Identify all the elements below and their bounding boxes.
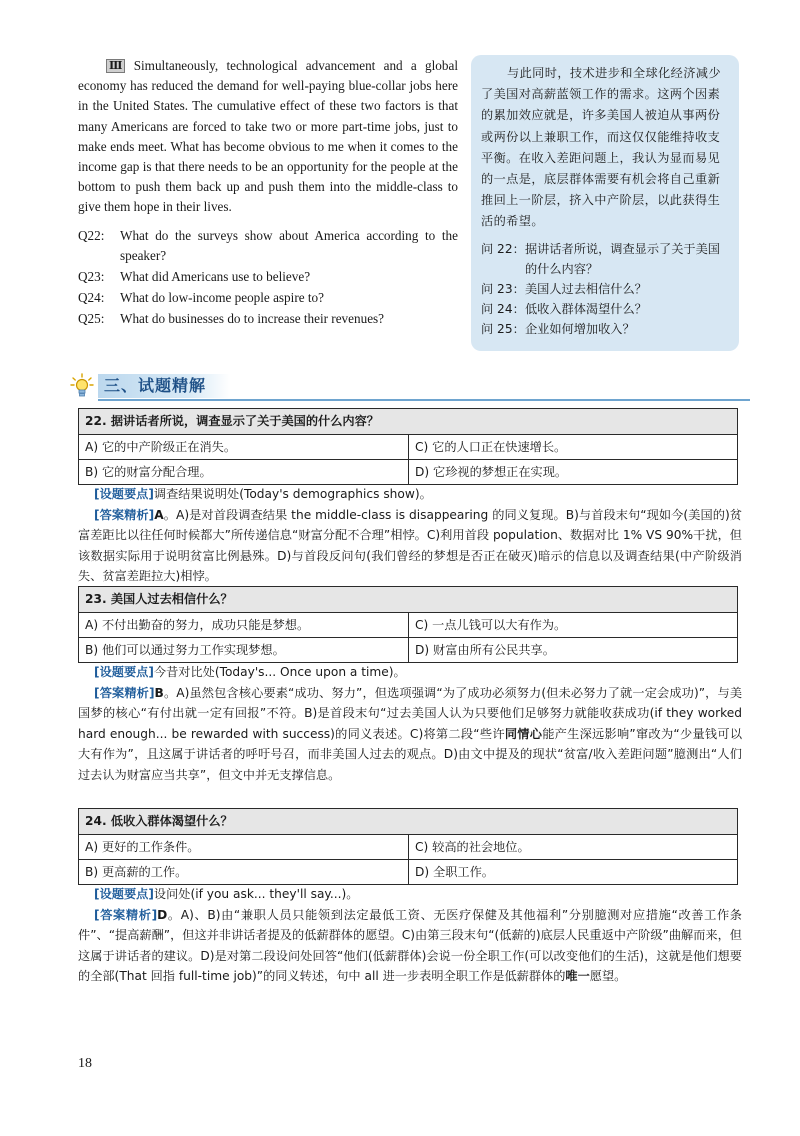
question-q23 [78, 267, 458, 287]
options-row [79, 613, 737, 637]
question-number: 问 22： [481, 241, 525, 256]
question-stem: 23. 美国人过去相信什么？ [79, 587, 737, 613]
translation-question-24 [481, 299, 731, 319]
question-number: Q25: [78, 311, 105, 327]
key-point-text: 调查结果说明处(Today's demographics show)。 [153, 487, 432, 501]
answer-letter: A [154, 507, 164, 522]
question-text: 美国人过去相信什么？ [525, 281, 647, 296]
explanation-22 [78, 484, 742, 587]
options-row [79, 459, 737, 484]
key-point-tag: [设题要点] [94, 887, 154, 901]
question-table-24 [78, 808, 738, 885]
analysis-emphasis: 同情心 [504, 726, 543, 741]
question-number: Q23: [78, 269, 105, 285]
question-text: What did Americans use to believe? [120, 269, 311, 285]
explanation-23 [78, 662, 742, 786]
answer-analysis [78, 683, 742, 786]
question-stem: 24. 低收入群体渴望什么？ [79, 809, 737, 835]
option-d: D) 全职工作。 [408, 860, 737, 884]
key-point [78, 662, 742, 683]
translation-questions [481, 239, 731, 339]
question-text: 企业如何增加收入？ [525, 321, 635, 336]
section-marker: Ⅲ [106, 59, 125, 73]
options-row [79, 435, 737, 459]
question-text: What do businesses do to increase their revenues? [120, 311, 385, 327]
option-c: C) 较高的社会地位。 [408, 835, 737, 859]
question-list [78, 226, 458, 330]
question-number: 问 23： [481, 281, 525, 296]
options-row [79, 859, 737, 884]
option-c: C) 一点儿钱可以大有作为。 [408, 613, 737, 637]
analysis-tag: [答案精析] [94, 685, 155, 700]
key-point-text: 今昔对比处(Today's... Once upon a time)。 [153, 665, 406, 679]
analysis-text-continued: 能产生深远影响”窜改为“少量钱可以大有作为”，且这属于讲话者的呼吁号召，而非美国人过去的观点。D)由文中提及的现状“贫富/收入差距问题”臆测出“人们过去认为财富应当共享”，但文中并无支撑信息。 [78, 726, 743, 782]
question-text: 据讲话者所说，调查显示了关于美国的什么内容？ [525, 241, 720, 276]
page-number: 18 [78, 1056, 92, 1071]
question-text: What do low-income people aspire to? [120, 290, 324, 306]
key-point-tag: [设题要点] [94, 665, 154, 679]
option-b: B) 它的财富分配合理。 [85, 465, 212, 479]
translation-question-25 [481, 319, 731, 339]
question-table-22 [78, 408, 738, 485]
option-d: D) 它珍视的梦想正在实现。 [408, 460, 737, 484]
key-point-tag: [设题要点] [94, 487, 154, 501]
answer-letter: B [154, 685, 164, 700]
option-a: A) 不付出勤奋的努力，成功只能是梦想。 [85, 618, 310, 632]
key-point [78, 484, 742, 505]
answer-letter: D [157, 907, 168, 922]
analysis-text: 。A)虽然包含核心要素“成功、努力”，但选项强调“为了成功必须努力(但未必努力了就一定会成功)”，与美国梦的核心“有付出就一定有回报”不符。B)是首段末句“过去美国人认为只要他们足够努力就能收获成功(if they worked hard enough... be rewarded with success)的同义表述。C)将第二段“些许 [78, 685, 742, 741]
option-b: B) 更高薪的工作。 [85, 865, 188, 879]
passage-text: Simultaneously, technological advancement and a global economy has reduced the demand for well-paying blue-collar jobs here in the United States. The cumulative effect of these two factors is that many Americans are forced to take two or more part-time jobs, just to make ends meet. What has become obvious to me when it comes to the income gap is that there needs to be an opportunity for the people at the bottom to push them back up and push them into the middle-class to give them hope in their lives. [78, 58, 459, 215]
option-b: B) 他们可以通过努力工作实现梦想。 [85, 643, 285, 657]
question-text: 低收入群体渴望什么？ [525, 301, 647, 316]
translation-box [471, 55, 739, 351]
section-header [70, 372, 750, 402]
lightbulb-icon [70, 373, 94, 399]
question-number: Q24: [78, 290, 105, 306]
analysis-tag: [答案精析] [94, 907, 158, 922]
key-point-text: 设问处(if you ask... they'll say...)。 [153, 887, 359, 901]
option-c: C) 它的人口正在快速增长。 [408, 435, 737, 459]
question-number: 问 24： [481, 301, 525, 316]
question-number: Q22: [78, 227, 105, 243]
translation-paragraph: 与此同时，技术进步和全球化经济减少了美国对高薪蓝领工作的需求。这两个因素的累加效应就是，许多美国人被迫从事两份或两份以上兼职工作，而这仅仅能维持收支平衡。在收入差距问题上，我认为显而易见的一点是，底层群体需要有机会将自己重新推回上一阶层，挤入中产阶层，以此获得生活的希望。 [481, 66, 721, 229]
translation-question-23 [481, 279, 731, 299]
analysis-text: 。A)、B)由“兼职人员只能领到法定最低工资、无医疗保健及其他福利”分别臆测对应措施“改善工作条件”、“提高薪酬”，但这并非讲话者提及的低薪群体的愿望。C)由第三段末句“(低薪的)底层人民重返中产阶级”曲解而来，但这属于讲话者的建议。D)是对第二段设问处回答“他们(低薪群体)会说一份全职工作(可以改变他们的生活)，这就是他们想要的全部(That 回指 full-time job)”的同义转述，句中 all 进一步表明全职工作是低薪群体的 [78, 907, 742, 984]
question-number: 问 25： [481, 321, 525, 336]
question-stem: 22. 据讲话者所说，调查显示了关于美国的什么内容？ [79, 409, 737, 435]
analysis-tag: [答案精析] [94, 507, 155, 522]
question-q25 [78, 309, 458, 329]
analysis-text-continued: 愿望。 [589, 969, 627, 984]
answer-analysis [78, 505, 742, 587]
option-a: A) 它的中产阶级正在消失。 [85, 440, 237, 454]
english-passage [78, 56, 458, 331]
passage-paragraph [78, 56, 458, 218]
analysis-text: 。A)是对首段调查结果 the middle-class is disappearing 的同义复现。B)与首段末句“现如今(美国的)贫富差距比以往任何时候都大”所传递信息“财富分配不合理”相悖。C)利用首段 population、数据对比 1% VS 90%干扰，但该数据实际用于说明贫富比例悬殊。D)与首段反问句(我们曾经的梦想是否正在破灭)暗示的信息以及调查结果(中产阶级消失、贫富差距拉大)相悖。 [78, 507, 742, 584]
translation-question-22 [481, 239, 731, 279]
options-row [79, 835, 737, 859]
option-d: D) 财富由所有公民共享。 [408, 638, 737, 662]
option-a: A) 更好的工作条件。 [85, 840, 200, 854]
key-point [78, 884, 742, 905]
question-text: What do the surveys show about America according to the speaker? [120, 227, 458, 263]
section-rule [98, 399, 750, 401]
question-q24 [78, 288, 458, 308]
section-title: 三、试题精解 [98, 374, 230, 398]
options-row [79, 637, 737, 662]
question-q22 [78, 226, 458, 266]
answer-analysis [78, 905, 742, 987]
analysis-emphasis: 唯一 [565, 969, 590, 984]
question-table-23 [78, 586, 738, 663]
explanation-24 [78, 884, 742, 987]
